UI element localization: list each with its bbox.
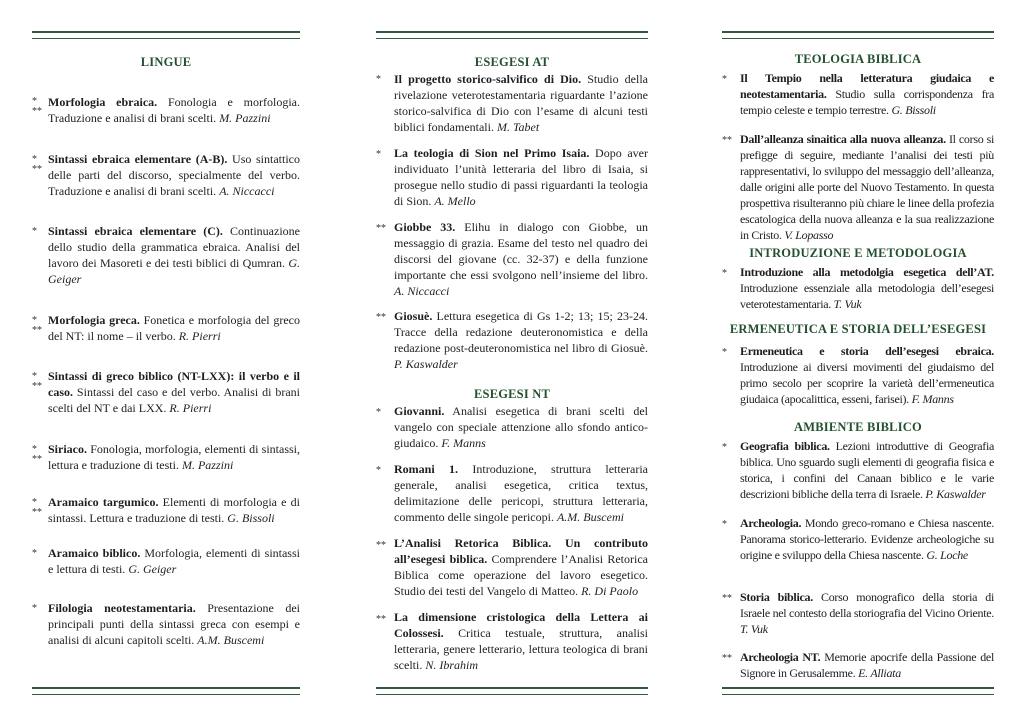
course-entry: Ermeneutica e storia dell’esegesi ebraica. Introduzione ai diversi movimenti del giudaismo del primo secolo per scoprire la varietà dell’ermeneutica giudaica (apocalittica, esseni, farisei). F. Manns — [740, 344, 994, 406]
course-mark: * — [722, 268, 727, 279]
course-entry: Giovanni. Analisi esegetica di brani scelti del vangelo con speciale attenzione allo sfondo antico-giudaico. F. Manns — [394, 404, 648, 450]
course-entry: Storia biblica. Corso monografico della storia di Israele nel contesto della storiografia del Vicino Oriente. T. Vuk — [740, 590, 994, 636]
course-mark: ** — [376, 540, 386, 551]
course-entry: La teologia di Sion nel Primo Isaia. Dopo aver individuato l’unità letteraria del libro di Isaia, si prosegue nello studio di passi riguardanti la teologia di Sion. A. Mello — [394, 146, 648, 208]
section-heading: ESEGESI AT — [474, 55, 550, 69]
course-mark: ** — [376, 312, 386, 323]
course-entry: Romani 1. Introduzione, struttura letteraria generale, analisi esegetica, critica textus, delimitazione delle pericopi, struttura letteraria, commento delle singole pericopi. A.M. Buscemi — [394, 462, 649, 524]
course-mark: * ** — [32, 96, 42, 117]
top-rule — [376, 31, 648, 39]
course-mark: ** — [376, 614, 386, 625]
course-mark: * ** — [32, 497, 42, 518]
bottom-rule — [722, 687, 994, 695]
course-mark: * ** — [32, 154, 42, 175]
course-entry: Morfologia greca. Fonetica e morfologia del greco del NT: il nome – il verbo. R. Pierri — [48, 313, 301, 343]
course-mark: * — [722, 347, 727, 358]
course-mark: * — [376, 465, 381, 476]
course-mark: * — [722, 442, 727, 453]
course-entry: Giosuè. Lettura esegetica di Gs 1-2; 13; 15; 23-24. Tracce della redazione deuteronomistica e della redazione post-deuteronomistica nel libro di Giosuè. P. Kaswalder — [394, 309, 648, 371]
column-teologia — [722, 0, 994, 725]
course-mark: * — [376, 74, 381, 85]
course-mark: * — [376, 407, 381, 418]
course-mark: ** — [376, 223, 386, 234]
course-entry: Introduzione alla metodolgia esegetica dell’AT. Introduzione essenziale alla metodologia dell’esegesi veterotestamentaria. T. Vuk — [740, 265, 994, 311]
course-entry: Sintassi ebraica elementare (C). Continuazione dello studio della grammatica ebraica. Analisi del lavoro dei Masoreti e dei testi biblici di Qumran. G. Geiger — [48, 224, 300, 286]
course-mark: ** — [722, 135, 732, 146]
course-entry: Il Tempio nella letteratura giudaica e neotestamentaria. Studio sulla corrispondenza fra tempio celeste e tempio terrestre. G. Bissoli — [740, 71, 994, 117]
course-mark: * — [32, 603, 37, 614]
course-mark: * — [722, 74, 727, 85]
course-entry: Filologia neotestamentaria. Presentazione dei principali punti della sintassi greca con esempi e analisi di alcuni capitoli scelti. A.M. Buscemi — [48, 601, 300, 647]
top-rule — [32, 31, 300, 39]
course-entry: Sintassi di greco biblico (NT-LXX): il verbo e il caso. Sintassi del caso e del verbo. Analisi di brani scelti del NT e dai LXX. R. Pierri — [48, 369, 300, 415]
course-entry: L’Analisi Retorica Biblica. Un contributo all’esegesi biblica. Comprendere l’Analisi Retorica Biblica come operazione del lavoro esegetico. Studio dei testi del Vangelo di Matteo. R. Di Paolo — [394, 536, 648, 598]
section-heading: ESEGESI NT — [474, 387, 550, 401]
bottom-rule — [32, 687, 300, 695]
course-entry: Archeologia NT. Memorie apocrife della Passione del Signore in Gerusalemme. E. Alliata — [740, 650, 994, 680]
course-mark: * — [32, 548, 37, 559]
course-mark: * — [722, 519, 727, 530]
course-mark: * ** — [32, 444, 42, 465]
section-heading: ERMENEUTICA E STORIA DELL’ESEGESI — [729, 322, 987, 336]
course-entry: Geografia biblica. Lezioni introduttive di Geografia biblica. Uno sguardo sugli elementi di geografia fisica e storica, i confini del Canaan biblico e le varie descrizioni bibliche della terra di Israele. P. Kaswalder — [740, 439, 995, 501]
course-mark: * ** — [32, 371, 42, 392]
course-mark: ** — [722, 593, 732, 604]
course-entry: Aramaico biblico. Morfologia, elementi di sintassi e lettura di testi. G. Geiger — [48, 546, 300, 576]
course-mark: * — [32, 226, 37, 237]
course-entry: Sintassi ebraica elementare (A-B). Uso sintattico delle parti del discorso, specialmente del verbo. Traduzione e analisi di brani scelti. A. Niccacci — [48, 152, 301, 198]
column-lingue — [32, 0, 300, 725]
course-entry: Morfologia ebraica. Fonologia e morfologia. Traduzione e analisi di brani scelti. M. Pazzini — [48, 95, 300, 125]
section-heading: AMBIENTE BIBLICO — [794, 420, 922, 434]
section-heading: TEOLOGIA BIBLICA — [794, 52, 922, 66]
section-heading: LINGUE — [140, 55, 192, 69]
bottom-rule — [376, 687, 648, 695]
course-entry: Archeologia. Mondo greco-romano e Chiesa nascente. Panorama storico-letterario. Evidenze archeologiche su origine e sviluppo della Chiesa nascente. G. Loche — [740, 516, 994, 562]
course-entry: Giobbe 33. Elihu in dialogo con Giobbe, un messaggio di grazia. Esame del testo nel quadro dei discorsi del giovane (cc. 32-37) e della funzione importante che essi svolgono nell’insieme del libro. A. Niccacci — [394, 220, 648, 298]
course-entry: Il progetto storico-salvifico di Dio. Studio della rivelazione veterotestamentaria riguardante l’azione storico-salvifica di Dio con l’esame di alcuni testi biblici fondamentali. M. Tabet — [394, 72, 648, 134]
course-entry: Siriaco. Fonologia, morfologia, elementi di sintassi, lettura e traduzione di testi. M. Pazzini — [48, 442, 300, 472]
top-rule — [722, 31, 994, 39]
column-esegesi — [376, 0, 648, 725]
course-mark: * ** — [32, 315, 42, 336]
section-heading: INTRODUZIONE E METODOLOGIA — [749, 246, 967, 260]
course-entry: Dall’alleanza sinaitica alla nuova alleanza. Il corso si prefigge di seguire, mediante l’analisi dei testi più rappresentativi, lo sviluppo del messaggio dell’alleanza, dalle origini alle porte del Nuovo Testamento. In questa prospettiva risulteranno più chiare le linee della profezia escatologica della nuova alleanza e la sua realizzazione in Cristo. V. Lopasso — [740, 132, 994, 242]
course-entry: Aramaico targumico. Elementi di morfologia e di sintassi. Lettura e traduzione di testi. G. Bissoli — [48, 495, 300, 525]
course-mark: ** — [722, 653, 732, 664]
course-entry: La dimensione cristologica della Lettera ai Colossesi. Critica testuale, struttura, analisi letteraria, genere letterario, lettura teologica di brani scelti. N. Ibrahim — [394, 610, 648, 672]
course-mark: * — [376, 149, 381, 160]
